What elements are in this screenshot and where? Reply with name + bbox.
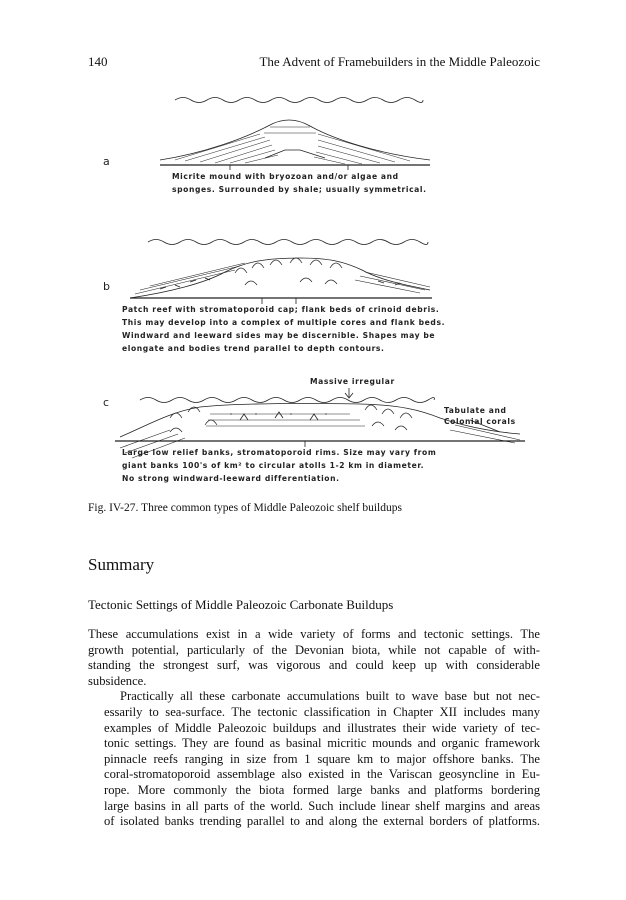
panel-c-stromatoporoid-rims: [170, 405, 412, 432]
section-title: Summary: [88, 555, 155, 574]
paragraph-2-line: coral-stromatoporoid assemblage also existed in the Variscan geosyncline in Eu-: [104, 767, 540, 782]
panel-b-caption-line-3: Windward and leeward sides may be discernible. Shapes may be: [122, 331, 436, 340]
paragraph-2-line: examples of Middle Paleozoic buildups and illustrates their wide variety of tec-: [104, 720, 540, 735]
panel-a-stipple: [175, 127, 410, 164]
panel-c-caption: [122, 446, 436, 485]
paragraph-2: [88, 689, 540, 829]
panel-c-corals: [230, 412, 327, 420]
paragraph-2-line: rope. More commonly the biota formed large banks and platforms bordering: [104, 782, 540, 797]
panel-c-lagoon-beds: [206, 414, 365, 426]
panel-b-flank-beds: [135, 263, 430, 294]
panel-a-letter: a: [103, 155, 110, 168]
panel-b-stromatoporoid-cap: [235, 258, 342, 285]
subsection-title: Tectonic Settings of Middle Paleozoic Carbonate Buildups: [88, 597, 394, 612]
panel-c-label-corals: [444, 405, 516, 427]
panel-a-mound-outline: [160, 120, 430, 160]
panel-c-caption-line-2: giant banks 100's of km² to circular atolls 1-2 km in diameter.: [122, 461, 425, 470]
panel-c-arrow: [345, 388, 353, 398]
panel-b-letter: b: [103, 280, 110, 293]
panel-c-caption-line-1: Large low relief banks, stromatoporoid rims. Size may vary from: [122, 448, 437, 457]
panel-b-caption-line-2: This may develop into a complex of multiple cores and flank beds.: [122, 318, 446, 327]
panel-a-caption-line-1: Micrite mound with bryozoan and/or algae and: [172, 172, 399, 181]
paragraph-2-line: tonic settings. They are found as basinal micritic mounds and organic framework: [104, 736, 540, 751]
panel-b-reef-outline: [130, 258, 430, 298]
paragraph-2-line: pinnacle reefs ranging in size from 1 square km to major offshore banks. The: [104, 751, 540, 766]
panel-c-label-corals-line-1: Tabulate and: [444, 406, 507, 415]
panel-b-caption-line-1: Patch reef with stromatoporoid cap; flank beds of crinoid debris.: [122, 305, 440, 314]
page-number: 140: [88, 54, 108, 69]
paragraph-1-line: These accumulations exist in a wide variety of forms and tectonic settings. The: [88, 627, 540, 641]
paragraph-1-line: subsidence.: [88, 673, 147, 688]
panel-a-core-line: [265, 150, 325, 158]
paragraph-1: [88, 627, 540, 689]
body-text: [88, 627, 540, 830]
figure-caption: Fig. IV-27. Three common types of Middle Paleozoic shelf buildups: [88, 502, 402, 514]
panel-a-caption-line-2: sponges. Surrounded by shale; usually symmetrical.: [172, 185, 427, 194]
panel-c-label-corals-line-2: Colonial corals: [444, 417, 516, 426]
running-head: The Advent of Framebuilders in the Middle Paleozoic: [259, 54, 540, 69]
panel-b-caption: [122, 303, 445, 355]
paragraph-1-line: standing the strongest surf, was vigorous and could keep up with considerable: [88, 658, 540, 673]
panel-c-label-massive-irregular: Massive irregular: [310, 377, 395, 386]
panel-a-caption: [172, 170, 427, 196]
panel-b-wave-line: [148, 240, 428, 245]
paragraph-2-line: Practically all these carbonate accumulations built to wave base but not nec-: [120, 689, 540, 704]
panel-c-caption-line-3: No strong windward-leeward differentiation.: [122, 474, 340, 483]
panel-a-wave-line: [175, 98, 423, 103]
paragraph-2-line: of isolated banks trending parallel to and along the external borders of platforms.: [104, 814, 540, 829]
panel-c-wave-line: [140, 398, 434, 403]
paragraph-1-line: growth potential, particularly of the Devonian biota, while not capable of with-: [88, 642, 540, 657]
paragraph-2-line: essarily to sea-surface. The tectonic classification in Chapter XII includes many: [104, 704, 540, 719]
panel-b-caption-line-4: elongate and bodies trend parallel to depth contours.: [122, 344, 385, 353]
paragraph-2-line: large basins in all parts of the world. Such include linear shelf margins and areas: [104, 798, 540, 813]
panel-c-letter: c: [103, 396, 110, 409]
